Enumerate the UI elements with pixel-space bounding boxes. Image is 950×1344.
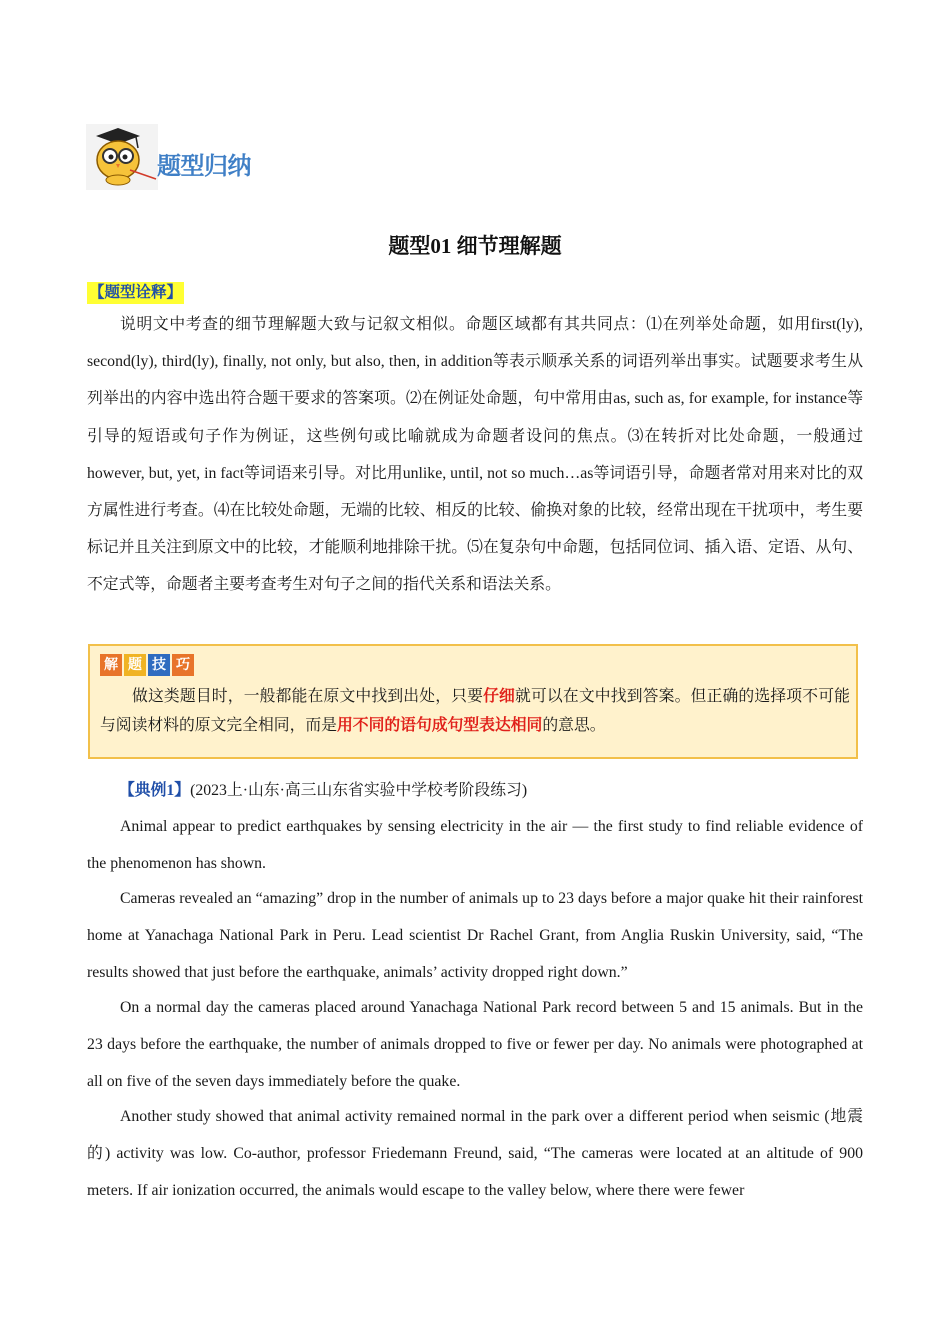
tips-badge: 巧 bbox=[172, 654, 194, 676]
tips-badge: 技 bbox=[148, 654, 170, 676]
tips-text bbox=[100, 682, 850, 740]
tips-box bbox=[88, 644, 858, 759]
explanation-text: 说明文中考查的细节理解题大致与记叙文相似。命题区域都有其共同点：⑴在列举处命题，如用first(ly), second(ly), third(ly), finally, not only, but also, then, in addition等表示顺承关系的词语列举出事实。试题要求考生从列举出的内容中选出符合题干要求的答案项。⑵在例证处命题，句中常用由as, such as, for example, for instance等引导的短语或句子作为例证，这些例句或比喻就成为命题者设问的焦点。⑶在转折对比处命题，一般通过however, but, yet, in fact等词语来引导。对比用unlike, until, not so much…as等词语引导，命题者常对用来对比的双方属性进行考查。⑷在比较处命题，无端的比较、相反的比较、偷换对象的比较，经常出现在干扰项中，考生要标记并且关注到原文中的比较，才能顺利地排除干扰。⑸在复杂句中命题，包括同位词、插入语、定语、从句、不定式等，命题者主要考查考生对句子之间的指代关系和语法关系。 bbox=[87, 316, 863, 594]
section-header bbox=[86, 124, 346, 190]
header-title: 题型归纳 bbox=[157, 153, 251, 180]
tips-badge: 解 bbox=[100, 654, 122, 676]
example-label: 【典例1】 bbox=[119, 782, 191, 799]
example-source: (2023上·山东·高三山东省实验中学校考阶段练习) bbox=[190, 782, 528, 799]
tips-text-part: 做这类题目时，一般都能在原文中找到出处，只要 bbox=[132, 688, 484, 705]
section-title: 题型01 细节理解题 bbox=[388, 234, 562, 258]
passage-paragraph: On a normal day the cameras placed around Yanachaga National Park record between 5 and 15 animals. But in the 23 days before the earthquake, the number of animals dropped to five or fewer per day. No animals were photographed at all on five of the seven days immediately before the quake. bbox=[87, 999, 863, 1091]
passage-paragraph: Cameras revealed an “amazing” drop in the number of animals up to 23 days before a major quake hit their rainforest home at Yanachaga National Park in Peru. Lead scientist Dr Rachel Grant, from Anglia Ruskin University, said, “The results showed that just before the earthquake, animals’ activity dropped right down.” bbox=[87, 890, 863, 982]
tips-highlight: 仔细 bbox=[483, 688, 516, 705]
tips-highlight: 用不同的语句成句型表达相同 bbox=[336, 717, 543, 734]
explanation-label: 【题型诠释】 bbox=[87, 282, 184, 304]
passage-paragraph: Another study showed that animal activity remained normal in the park over a different period when seismic (地震的) activity was low. Co-author, professor Friedemann Freund, said, “The cameras were located at an altitude of 900 meters. If air ionization occurred, the animals would escape to the valley below, where there were fewer bbox=[87, 1108, 863, 1200]
example-heading bbox=[119, 780, 527, 802]
passage-paragraph: Animal appear to predict earthquakes by sensing electricity in the air — the first study to find reliable evidence of the phenomenon has shown. bbox=[87, 818, 863, 873]
tips-text-part: 就可以在文中找到答案。但正确的选择项不可能与阅读材料的原文完全相同，而是 bbox=[100, 688, 850, 734]
tips-badges bbox=[100, 654, 194, 676]
tips-text-part: 的意思。 bbox=[542, 717, 606, 734]
tips-badge: 题 bbox=[124, 654, 146, 676]
owl-graduate-icon bbox=[86, 124, 158, 190]
